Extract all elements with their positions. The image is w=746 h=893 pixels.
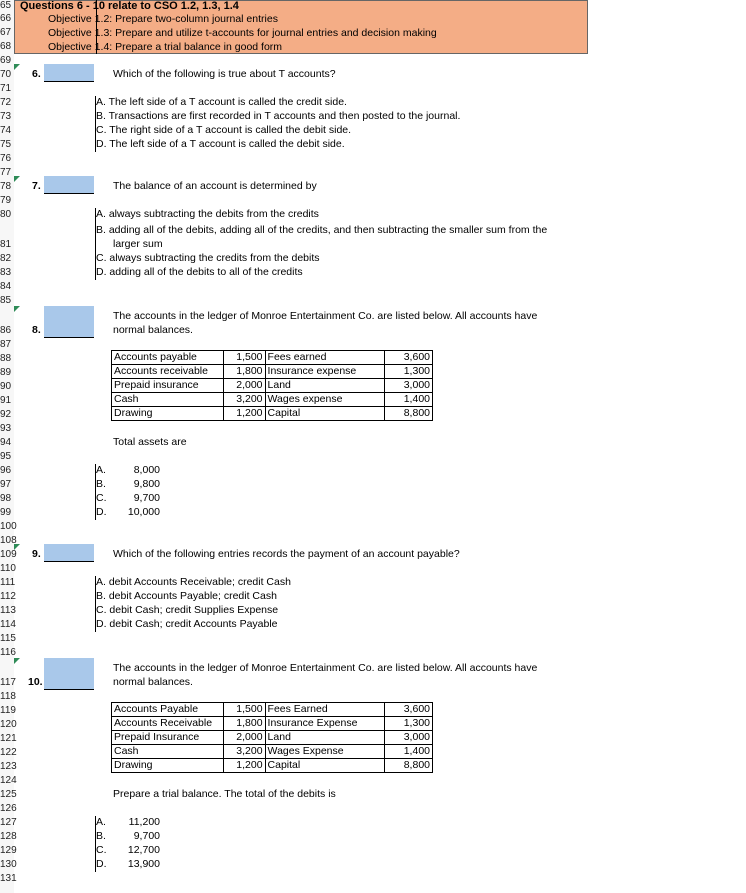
row-number: 77	[0, 167, 12, 178]
ledger-amount[interactable]: 1,200	[223, 759, 265, 773]
row-number: 126	[0, 803, 17, 814]
row-number: 129	[0, 845, 17, 856]
ledger-amount[interactable]: 2,000	[223, 731, 265, 745]
ledger-amount[interactable]: 8,800	[385, 759, 433, 773]
row-number: 97	[0, 479, 12, 490]
ledger-account[interactable]: Accounts Receivable	[112, 717, 224, 731]
ledger-table-q8	[111, 350, 433, 421]
row-number: 96	[0, 465, 12, 476]
question-prompt: Total assets are	[113, 436, 187, 448]
ledger-row	[112, 703, 433, 717]
ledger-row	[112, 379, 433, 393]
ledger-account[interactable]: Capital	[265, 407, 385, 421]
option-letter: C.	[96, 492, 107, 504]
answer-input-q9[interactable]	[44, 544, 94, 562]
row-number: 114	[0, 619, 16, 630]
row-number: 117	[0, 677, 16, 688]
row-number: 67	[0, 27, 12, 38]
objective-1-3: Objective 1.3: Prepare and utilize t-accounts for journal entries and decision making	[48, 27, 437, 39]
row-number: 69	[0, 55, 12, 66]
ledger-amount[interactable]: 2,000	[223, 379, 265, 393]
row-number: 121	[0, 733, 17, 744]
ledger-account[interactable]: Prepaid insurance	[112, 379, 224, 393]
ledger-account[interactable]: Cash	[112, 393, 224, 407]
ledger-row	[112, 393, 433, 407]
ledger-account[interactable]: Accounts receivable	[112, 365, 224, 379]
option-a: A. debit Accounts Receivable; credit Cash	[96, 576, 291, 588]
ledger-account[interactable]: Drawing	[112, 759, 224, 773]
row-number: 68	[0, 41, 12, 52]
ledger-amount[interactable]: 1,300	[385, 717, 433, 731]
question-number: 9.	[32, 548, 41, 560]
question-text-line2: normal balances.	[113, 324, 193, 336]
ledger-row	[112, 759, 433, 773]
row-number: 74	[0, 125, 12, 136]
comment-indicator	[14, 658, 20, 664]
ledger-row	[112, 365, 433, 379]
option-b: B. adding all of the debits, adding all of the credits, and then subtracting the smaller sum from the	[96, 224, 548, 236]
ledger-amount[interactable]: 1,400	[385, 393, 433, 407]
option-c: C. The right side of a T account is called the debit side.	[96, 124, 352, 136]
comment-indicator	[14, 544, 20, 550]
ledger-account[interactable]: Land	[265, 731, 385, 745]
option-value: 9,700	[133, 492, 160, 504]
row-number: 110	[0, 563, 16, 574]
option-letter: B.	[96, 478, 106, 490]
option-value: 8,000	[133, 464, 160, 476]
ledger-amount[interactable]: 3,200	[223, 393, 265, 407]
ledger-account[interactable]: Cash	[112, 745, 224, 759]
row-number: 99	[0, 507, 12, 518]
row-number: 116	[0, 647, 16, 658]
row-number: 82	[0, 253, 12, 264]
option-value: 9,800	[133, 478, 160, 490]
ledger-amount[interactable]: 1,300	[385, 365, 433, 379]
question-text-line1: The accounts in the ledger of Monroe Entertainment Co. are listed below. All accounts have	[113, 662, 538, 674]
row-number: 87	[0, 339, 12, 350]
option-d: D. adding all of the debits to all of the credits	[96, 266, 303, 278]
row-number: 112	[0, 591, 16, 602]
row-number: 81	[0, 239, 12, 250]
row-number: 94	[0, 437, 12, 448]
ledger-row	[112, 351, 433, 365]
answer-input-q8[interactable]	[44, 306, 94, 338]
option-a: A. always subtracting the debits from the credits	[96, 208, 319, 220]
option-value: 9,700	[133, 830, 160, 842]
ledger-row	[112, 745, 433, 759]
answer-input-q6[interactable]	[44, 64, 94, 82]
row-number: 76	[0, 153, 12, 164]
question-text: Which of the following entries records the payment of an account payable?	[113, 548, 460, 560]
ledger-amount[interactable]: 1,800	[223, 365, 265, 379]
option-letter: A.	[96, 464, 106, 476]
ledger-account[interactable]: Wages Expense	[265, 745, 385, 759]
option-c: C. debit Cash; credit Supplies Expense	[96, 604, 279, 616]
ledger-account[interactable]: Fees earned	[265, 351, 385, 365]
row-number: 128	[0, 831, 17, 842]
row-number: 72	[0, 97, 12, 108]
ledger-account[interactable]: Capital	[265, 759, 385, 773]
option-letter: C.	[96, 844, 107, 856]
ledger-account[interactable]: Wages expense	[265, 393, 385, 407]
option-a: A. The left side of a T account is called the credit side.	[96, 96, 347, 108]
option-letter: A.	[96, 816, 106, 828]
objective-1-4: Objective 1.4: Prepare a trial balance in good form	[48, 41, 283, 53]
ledger-amount[interactable]: 3,000	[385, 731, 433, 745]
option-b: B. Transactions are first recorded in T accounts and then posted to the journal.	[96, 110, 461, 122]
row-number: 92	[0, 409, 12, 420]
option-d: D. debit Cash; credit Accounts Payable	[96, 618, 278, 630]
row-number: 130	[0, 859, 17, 870]
row-number: 125	[0, 789, 17, 800]
row-number: 108	[0, 535, 17, 546]
question-number: 6.	[32, 68, 41, 80]
row-number: 127	[0, 817, 17, 828]
question-number: 8.	[32, 324, 41, 336]
row-number: 93	[0, 423, 12, 434]
row-number: 73	[0, 111, 12, 122]
option-value: 12,700	[127, 844, 160, 856]
ledger-amount[interactable]: 1,800	[223, 717, 265, 731]
row-number: 65	[0, 0, 12, 11]
ledger-row	[112, 731, 433, 745]
option-letter: D.	[96, 858, 107, 870]
option-letter: B.	[96, 830, 106, 842]
option-b-continued: larger sum	[113, 238, 163, 250]
ledger-amount[interactable]: 8,800	[385, 407, 433, 421]
ledger-account[interactable]: Accounts payable	[112, 351, 224, 365]
question-number: 10.	[28, 676, 43, 688]
row-number: 79	[0, 195, 12, 206]
row-number: 86	[0, 325, 12, 336]
ledger-amount[interactable]: 1,200	[223, 407, 265, 421]
row-number: 88	[0, 353, 12, 364]
ledger-account[interactable]: Drawing	[112, 407, 224, 421]
row-number: 95	[0, 451, 12, 462]
row-number: 119	[0, 705, 16, 716]
question-text-line1: The accounts in the ledger of Monroe Entertainment Co. are listed below. All accounts have	[113, 310, 538, 322]
ledger-account[interactable]: Land	[265, 379, 385, 393]
row-number: 124	[0, 775, 17, 786]
header-title: Questions 6 - 10 relate to CSO 1.2, 1.3, 1.4	[20, 0, 239, 12]
option-value: 10,000	[127, 506, 160, 518]
row-number: 90	[0, 381, 12, 392]
ledger-account[interactable]: Insurance expense	[265, 365, 385, 379]
ledger-amount[interactable]: 3,600	[385, 351, 433, 365]
row-number: 78	[0, 181, 12, 192]
option-b: B. debit Accounts Payable; credit Cash	[96, 590, 277, 602]
column-divider	[96, 0, 97, 54]
question-prompt: Prepare a trial balance. The total of the debits is	[113, 788, 336, 800]
ledger-amount[interactable]: 1,500	[223, 351, 265, 365]
ledger-amount[interactable]: 3,600	[385, 703, 433, 717]
comment-indicator	[14, 306, 20, 312]
row-number: 122	[0, 747, 17, 758]
row-number: 100	[0, 521, 17, 532]
option-c: C. always subtracting the credits from the debits	[96, 252, 320, 264]
question-text: The balance of an account is determined by	[113, 180, 317, 192]
ledger-account[interactable]: Prepaid Insurance	[112, 731, 224, 745]
row-number: 70	[0, 69, 12, 80]
ledger-table-q10	[111, 702, 433, 773]
ledger-amount[interactable]: 1,400	[385, 745, 433, 759]
ledger-account[interactable]: Fees Earned	[265, 703, 385, 717]
row-number: 66	[0, 13, 12, 24]
answer-input-q7[interactable]	[44, 176, 94, 194]
row-number: 91	[0, 395, 12, 406]
ledger-row	[112, 407, 433, 421]
ledger-row	[112, 717, 433, 731]
objective-1-2: Objective 1.2: Prepare two-column journal entries	[48, 13, 278, 25]
row-number: 84	[0, 281, 12, 292]
row-number: 109	[0, 549, 17, 560]
row-number: 111	[0, 577, 16, 588]
option-value: 11,200	[128, 816, 160, 828]
comment-indicator	[14, 64, 20, 70]
row-number: 83	[0, 267, 12, 278]
ledger-amount[interactable]: 3,200	[223, 745, 265, 759]
row-number: 98	[0, 493, 12, 504]
question-text-line2: normal balances.	[113, 676, 193, 688]
question-number: 7.	[32, 180, 41, 192]
question-text: Which of the following is true about T accounts?	[113, 68, 336, 80]
ledger-amount[interactable]: 1,500	[223, 703, 265, 717]
row-number: 71	[0, 83, 12, 94]
row-number: 75	[0, 139, 12, 150]
option-value: 13,900	[127, 858, 160, 870]
row-number: 131	[0, 873, 17, 884]
option-d: D. The left side of a T account is called the debit side.	[96, 138, 345, 150]
ledger-account[interactable]: Accounts Payable	[112, 703, 224, 717]
row-number: 89	[0, 367, 12, 378]
row-number: 118	[0, 691, 16, 702]
row-number: 123	[0, 761, 17, 772]
row-number: 115	[0, 633, 16, 644]
row-number: 85	[0, 295, 12, 306]
answer-input-q10[interactable]	[44, 658, 94, 690]
option-letter: D.	[96, 506, 107, 518]
comment-indicator	[14, 176, 20, 182]
row-number: 120	[0, 719, 17, 730]
row-number: 113	[0, 605, 16, 616]
ledger-account[interactable]: Insurance Expense	[265, 717, 385, 731]
ledger-amount[interactable]: 3,000	[385, 379, 433, 393]
row-number: 80	[0, 209, 12, 220]
